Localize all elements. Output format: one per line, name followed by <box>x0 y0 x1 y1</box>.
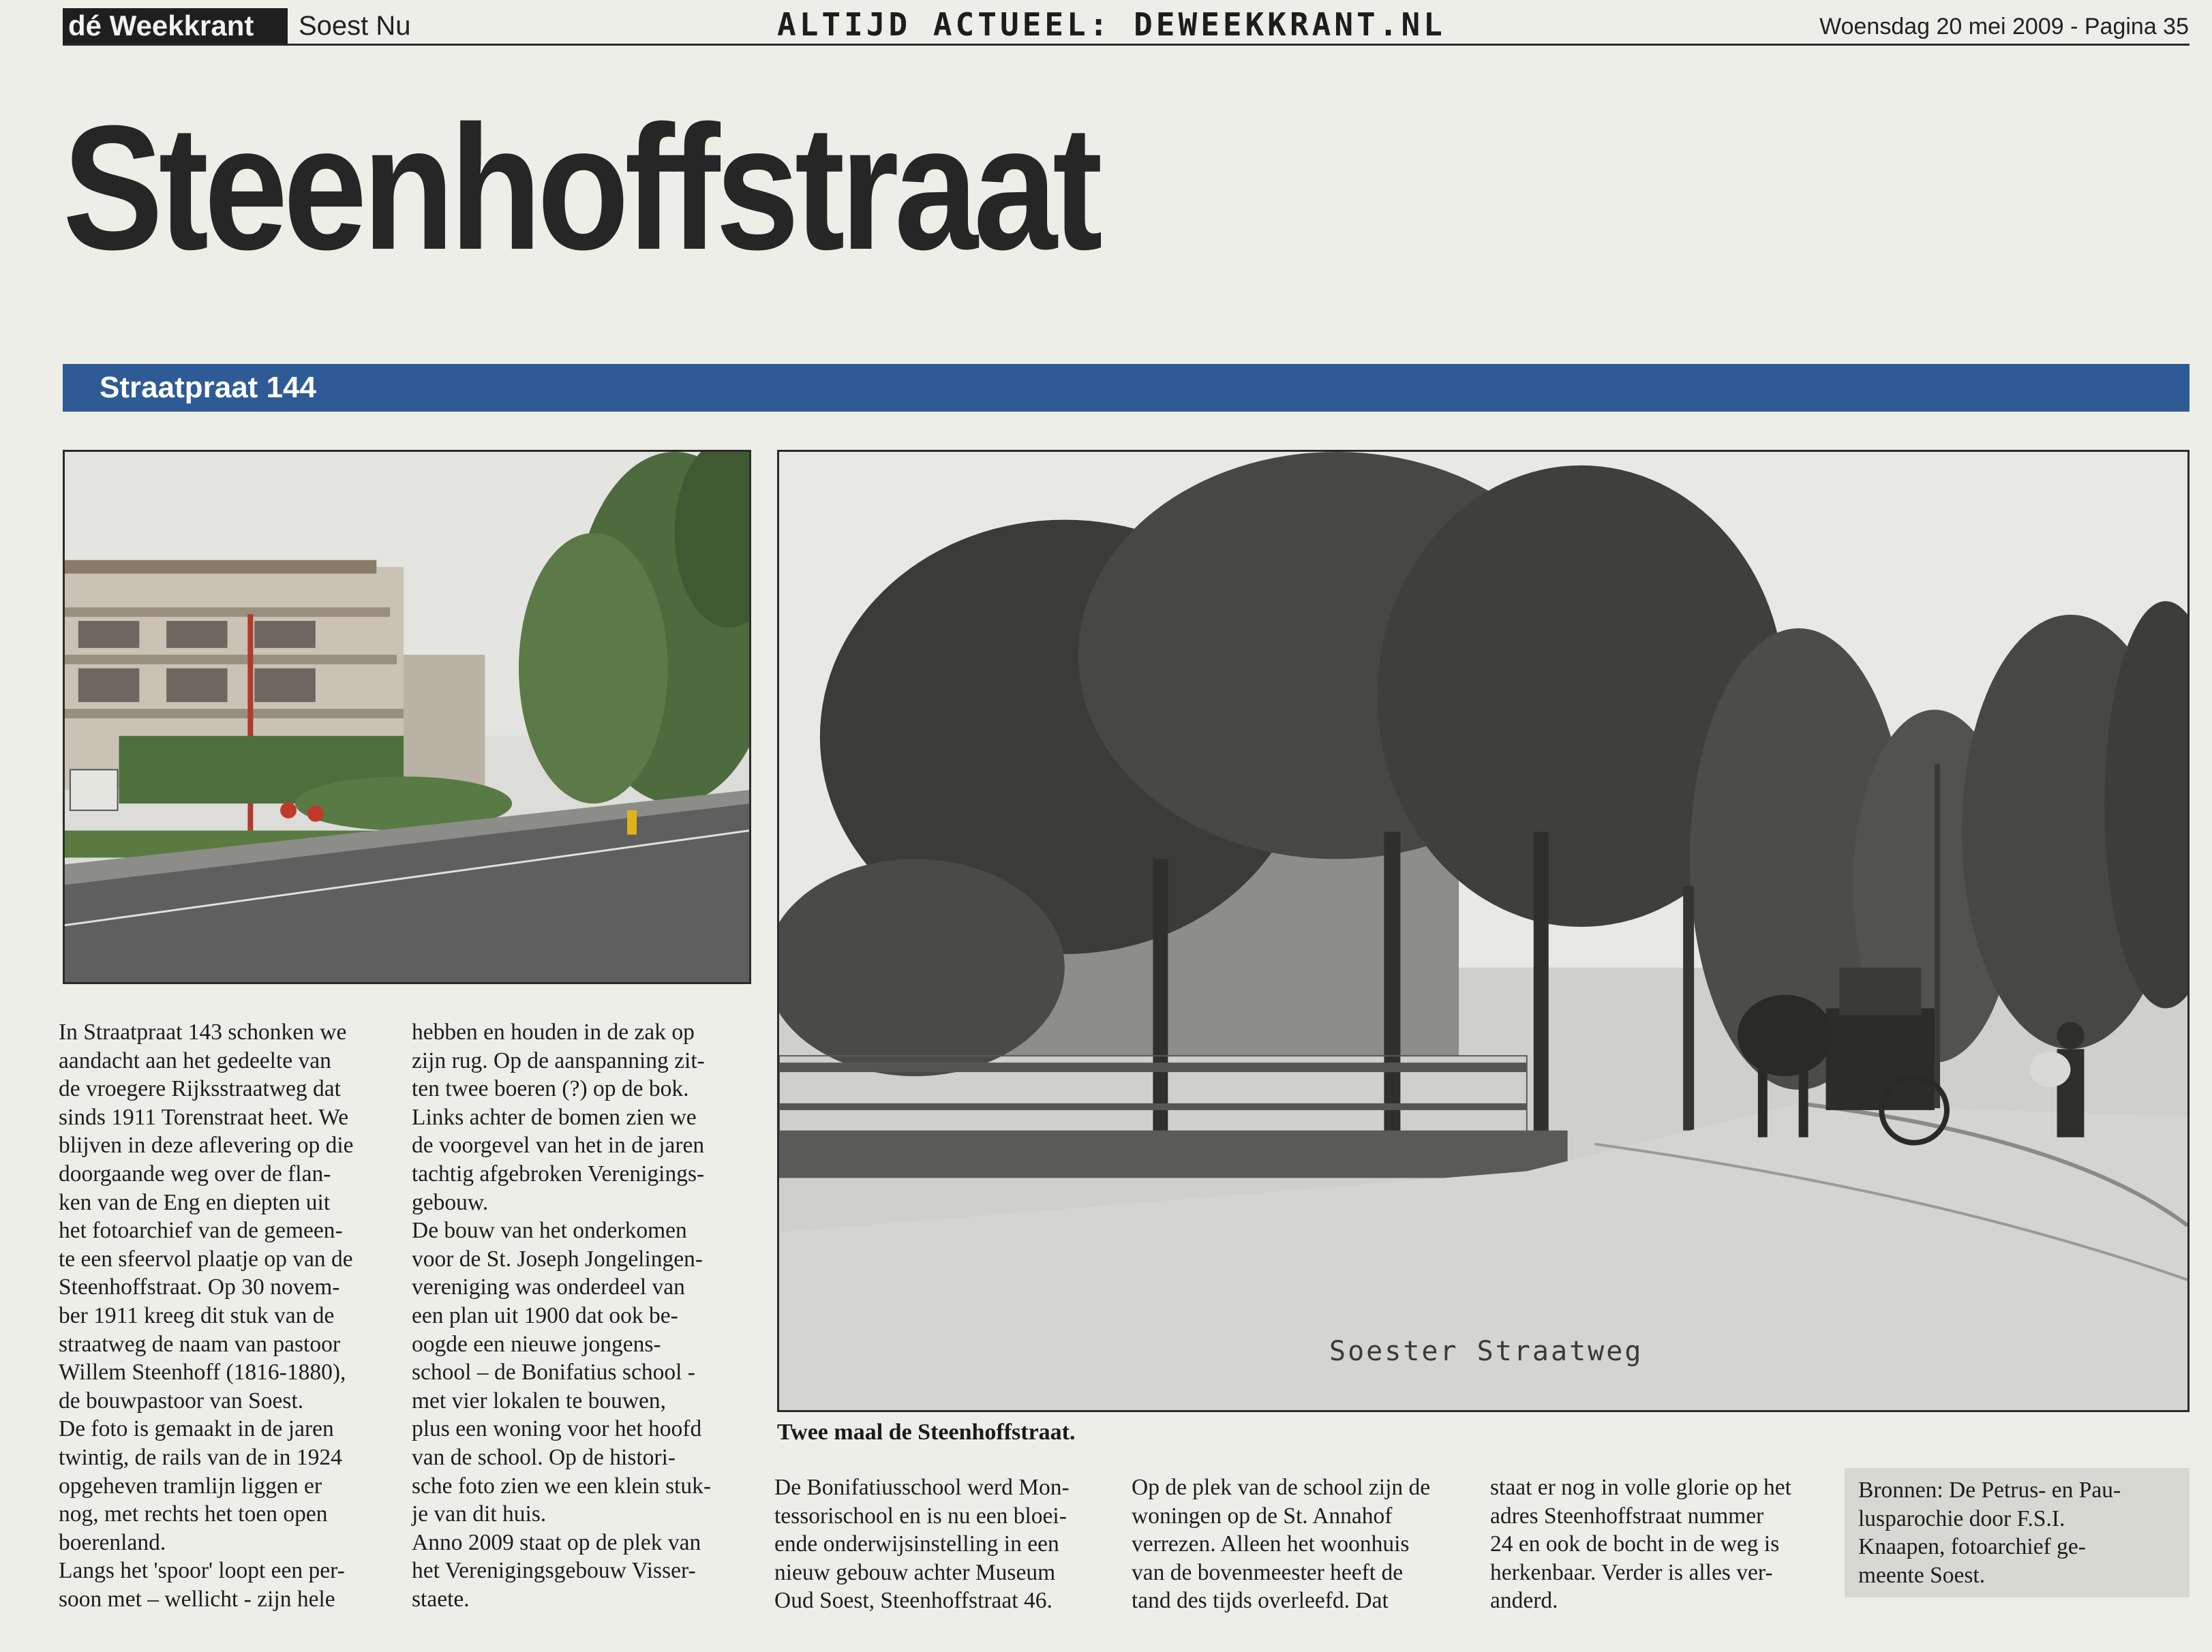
article-line: tessorischool en is nu een bloei- <box>774 1503 1067 1529</box>
article-line: ende onderwijsinstelling in een <box>774 1531 1059 1557</box>
article-line: twintig, de rails van de in 1924 <box>59 1444 342 1470</box>
sources-line: meente Soest. <box>1858 1562 1986 1588</box>
article-line: Oud Soest, Steenhoffstraat 46. <box>774 1588 1052 1614</box>
article-line: staat er nog in volle glorie op het <box>1490 1475 1791 1500</box>
historic-street-photo <box>777 450 2190 1412</box>
article-line: De foto is gemaakt in de jaren <box>59 1416 334 1442</box>
article-line: te een sfeervol plaatje op van de <box>59 1246 353 1272</box>
article-line: staete. <box>412 1586 470 1612</box>
article-line: hebben en houden in de zak op <box>412 1020 695 1045</box>
article-column-1 <box>59 1018 386 1613</box>
article-line: ber 1911 kreeg dit stuk van de <box>59 1302 335 1328</box>
article-line: De bouw van het onderkomen <box>412 1218 687 1244</box>
article-line: doorgaande weg over de flan- <box>59 1161 331 1187</box>
date-page-info: Woensdag 20 mei 2009 - Pagina 35 <box>1819 14 2189 40</box>
article-line: de voorgevel van het in de jaren <box>412 1133 705 1159</box>
article-line: sinds 1911 Torenstraat heet. We <box>59 1104 349 1130</box>
article-line: ken van de Eng en diepten uit <box>59 1189 331 1215</box>
article-line: aandacht aan het gedeelte van <box>59 1047 331 1073</box>
article-line: van de bovenmeester heeft de <box>1132 1559 1404 1585</box>
sources-box <box>1845 1468 2190 1597</box>
masthead-slogan: ALTIJD ACTUEEL: DEWEEKKRANT.NL <box>777 6 1446 43</box>
section-name: Soest Nu <box>299 11 411 41</box>
brand-logo: dé Weekkrant <box>63 8 288 44</box>
article-line: De Bonifatiusschool werd Mon- <box>774 1475 1070 1500</box>
masthead-rule <box>63 44 2190 46</box>
article-line: Op de plek van de school zijn de <box>1132 1475 1431 1500</box>
article-line: Steenhoffstraat. Op 30 novem- <box>59 1274 340 1300</box>
article-line: gebouw. <box>412 1189 489 1215</box>
article-line: plus een woning voor het hoofd <box>412 1416 702 1442</box>
article-line: het fotoarchief van de gemeen- <box>59 1218 343 1244</box>
article-line: sche foto zien we een klein stuk- <box>412 1473 712 1499</box>
article-line: anderd. <box>1490 1588 1558 1614</box>
article-line: In Straatpraat 143 schonken we <box>59 1020 347 1045</box>
headline: Steenhoffstraat <box>63 89 1098 287</box>
article-line: woningen op de St. Annahof <box>1132 1503 1393 1529</box>
article-column-5 <box>1490 1473 1831 1615</box>
article-line: 24 en ook de bocht in de weg is <box>1490 1531 1780 1557</box>
article-line: het Verenigingsgebouw Visser- <box>412 1558 696 1584</box>
article-line: opgeheven tramlijn liggen er <box>59 1473 322 1499</box>
sources-line: Bronnen: De Petrus- en Pau- <box>1858 1478 2121 1503</box>
article-line: Willem Steenhoff (1816-1880), <box>59 1360 346 1386</box>
article-line: nieuw gebouw achter Museum <box>774 1559 1056 1585</box>
historic-photo-inscription: Soester Straatweg <box>1329 1336 1643 1367</box>
article-line: straatweg de naam van pastoor <box>59 1331 341 1357</box>
modern-street-photo <box>63 450 751 984</box>
article-line: een plan uit 1900 dat ook be- <box>412 1302 678 1328</box>
section-band-label: Straatpraat 144 <box>100 371 316 404</box>
article-line: Anno 2009 staat op de plek van <box>412 1529 701 1555</box>
article-line: ten twee boeren (?) op de bok. <box>412 1076 689 1102</box>
article-line: verrezen. Alleen het woonhuis <box>1132 1531 1410 1557</box>
article-line: de bouwpastoor van Soest. <box>59 1388 304 1413</box>
historic-street-illustration <box>779 452 2187 1410</box>
article-line: soon met – wellicht - zijn hele <box>59 1586 335 1612</box>
article-line: Links achter de bomen zien we <box>412 1104 697 1130</box>
article-line: adres Steenhoffstraat nummer <box>1490 1503 1764 1529</box>
article-line: Langs het 'spoor' loopt een per- <box>59 1558 345 1584</box>
article-line: nog, met rechts het toen open <box>59 1501 328 1527</box>
article-line: boerenland. <box>59 1529 166 1555</box>
article-line: herkenbaar. Verder is alles ver- <box>1490 1559 1773 1585</box>
photo-caption: Twee maal de Steenhoffstraat. <box>777 1420 1076 1445</box>
modern-street-illustration <box>65 452 749 982</box>
article-line: zijn rug. Op de aanspanning zit- <box>412 1047 705 1073</box>
article-line: oogde een nieuwe jongens- <box>412 1331 661 1357</box>
article-column-3 <box>774 1473 1108 1615</box>
article-line: blijven in deze aflevering op die <box>59 1133 354 1159</box>
article-line: de vroegere Rijksstraatweg dat <box>59 1076 341 1102</box>
article-line: tand des tijds overleefd. Dat <box>1132 1588 1389 1614</box>
article-line: voor de St. Joseph Jongelingen- <box>412 1246 703 1272</box>
article-line: met vier lokalen te bouwen, <box>412 1388 667 1413</box>
sources-line: lusparochie door F.S.I. <box>1858 1505 2065 1531</box>
article-line: school – de Bonifatius school - <box>412 1360 695 1386</box>
article-column-4 <box>1132 1473 1459 1615</box>
article-line: je van dit huis. <box>412 1501 547 1527</box>
article-line: vereniging was onderdeel van <box>412 1274 685 1300</box>
article-line: tachtig afgebroken Verenigings- <box>412 1161 705 1187</box>
section-band <box>63 364 2190 412</box>
article-column-2 <box>412 1018 753 1613</box>
sources-line: Knaapen, fotoarchief ge- <box>1858 1534 2086 1560</box>
article-line: van de school. Op de histori- <box>412 1444 676 1470</box>
